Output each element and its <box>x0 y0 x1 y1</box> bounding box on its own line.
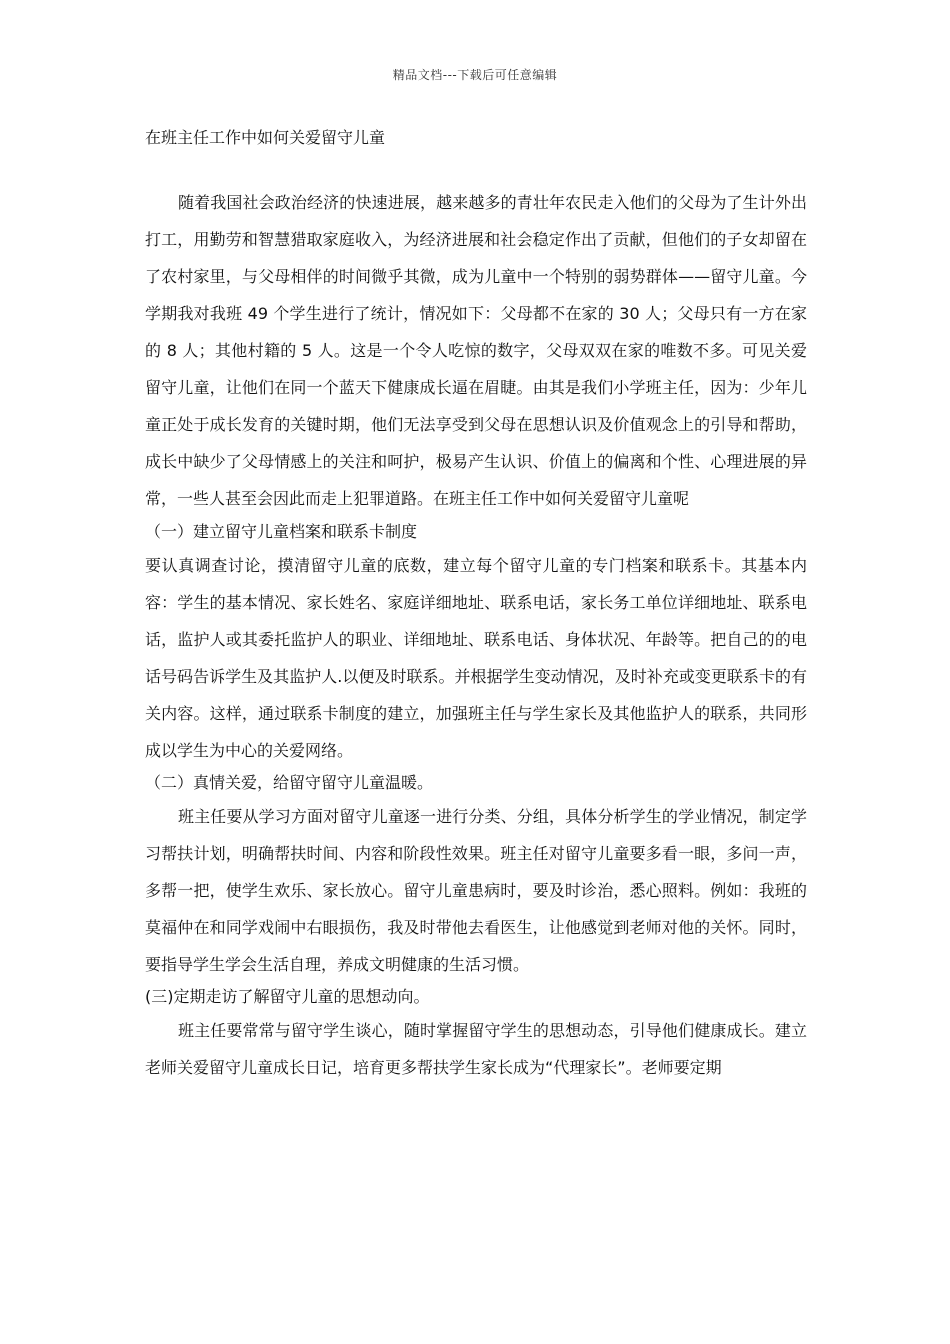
document-body <box>145 184 807 1086</box>
section-heading-3: (三)定期走访了解留守儿童的思想动向。 <box>145 987 430 1006</box>
intro-paragraph: 随着我国社会政治经济的快速进展，越来越多的青壮年农民走入他们的父母为了生计外出打工，用勤劳和智慧猎取家庭收入，为经济进展和社会稳定作出了贡献，但他们的子女却留在了农村家里，与父母相伴的时间微乎其微，成为儿童中一个特别的弱势群体——留守儿童。今学期我对我班 49 个学生进行了统计，情况如下：父母都不在家的 30 人；父母只有一方在家的 8 人；其他村籍的 5 人。这是一个令人吃惊的数字，父母双双在家的唯数不多。可见关爱留守儿童，让他们在同一个蓝天下健康成长逼在眉睫。由其是我们小学班主任，因为：少年儿童正处于成长发育的关键时期，他们无法享受到父母在思想认识及价值观念上的引导和帮助，成长中缺少了父母情感上的关注和呵护，极易产生认识、价值上的偏离和个性、心理进展的异常，一些人甚至会因此而走上犯罪道路。在班主任工作中如何关爱留守儿童呢 <box>145 193 807 508</box>
section-paragraph-1: 要认真调查讨论，摸清留守儿童的底数，建立每个留守儿童的专门档案和联系卡。其基本内容：学生的基本情况、家长姓名、家庭详细地址、联系电话，家长务工单位详细地址、联系电话，监护人或其委托监护人的职业、详细地址、联系电话、身体状况、年龄等。把自己的的电话号码告诉学生及其监护人.以便及时联系。并根据学生变动情况，及时补充或变更联系卡的有关内容。这样，通过联系卡制度的建立，加强班主任与学生家长及其他监护人的联系，共同形成以学生为中心的关爱网络。 <box>145 556 807 760</box>
section-paragraph-2: 班主任要从学习方面对留守儿童逐一进行分类、分组，具体分析学生的学业情况，制定学习帮扶计划，明确帮扶时间、内容和阶段性效果。班主任对留守儿童要多看一眼，多问一声，多帮一把，使学生欢乐、家长放心。留守儿童患病时，要及时诊治，悉心照料。例如：我班的莫福仲在和同学戏闹中右眼损伤，我及时带他去看医生，让他感觉到老师对他的关怀。同时，要指导学生学会生活自理，养成文明健康的生活习惯。 <box>145 807 807 974</box>
section-heading-2: （二）真情关爱，给留守留守儿童温暖。 <box>145 773 434 792</box>
section-paragraph-3: 班主任要常常与留守学生谈心，随时掌握留守学生的思想动态，引导他们健康成长。建立老师关爱留守儿童成长日记，培育更多帮扶学生家长成为“代理家长”。老师要定期 <box>145 1021 807 1077</box>
section-heading-1: （一）建立留守儿童档案和联系卡制度 <box>145 522 418 541</box>
document-title: 在班主任工作中如何关爱留守儿童 <box>145 128 386 147</box>
page-header: 精品文档---下载后可任意编辑 <box>392 68 558 82</box>
